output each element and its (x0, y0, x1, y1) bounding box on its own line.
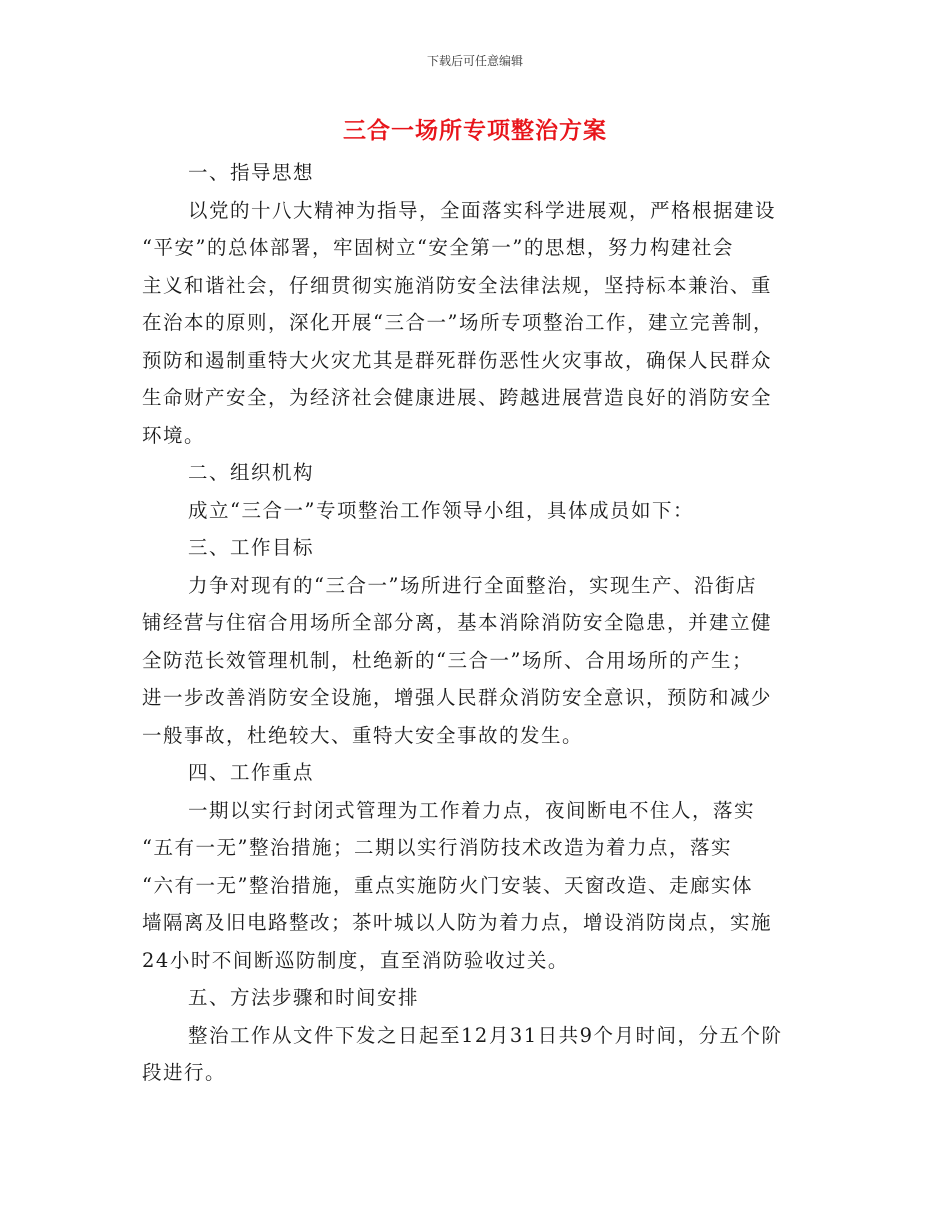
paragraph-line: 成立“三合一”专项整治工作领导小组，具体成员如下： (188, 498, 694, 522)
paragraph-line: 墙隔离及旧电路整改；茶叶城以人防为着力点，增设消防岗点，实施 (142, 911, 773, 934)
paragraph-line: 力争对现有的“三合一”场所进行全面整治，实现生产、沿街店 (188, 573, 757, 597)
paragraph-line: 生命财产安全，为经济社会健康进展、跨越进展营造良好的消防安全 (142, 386, 773, 409)
paragraph-line: 五、方法步骤和时间安排 (188, 986, 420, 1009)
paragraph-line: 三、工作目标 (188, 536, 315, 559)
paragraph-line: 在治本的原则，深化开展“三合一”场所专项整治工作，建立完善制， (142, 311, 774, 334)
paragraph-line: “五有一无”整治措施；二期以实行消防技术改造为着力点，落实 (142, 836, 732, 859)
paragraph-line: 铺经营与住宿合用场所全部分离，基本消除消防安全隐患，并建立健 (142, 611, 773, 634)
paragraph-line: 全防范长效管理机制，杜绝新的“三合一”场所、合用场所的产生； (142, 648, 753, 672)
paragraph-line: 段进行。 (142, 1061, 227, 1084)
paragraph-line: 一、指导思想 (188, 161, 315, 184)
paragraph-line: 预防和遏制重特大火灾尤其是群死群伤恶性火灾事故，确保人民群众 (142, 348, 773, 372)
page-header: 下载后可任意编辑 (426, 54, 523, 68)
paragraph-line: 四、工作重点 (188, 761, 315, 784)
paragraph-line: 一般事故，杜绝较大、重特大安全事故的发生。 (142, 723, 584, 747)
paragraph-line: 24小时不间断巡防制度，直至消防验收过关。 (142, 948, 569, 972)
paragraph-line: 环境。 (142, 423, 206, 447)
paragraph-line: 主义和谐社会，仔细贯彻实施消防安全法律法规，坚持标本兼治、重 (142, 273, 773, 297)
document-title: 三合一场所专项整治方案 (343, 117, 607, 144)
paragraph-line: 一期以实行封闭式管理为工作着力点，夜间断电不住人，落实 (188, 798, 756, 822)
document-body (142, 154, 812, 1092)
paragraph-line: “平安”的总体部署，牢固树立“安全第一”的思想，努力构建社会 (142, 236, 734, 259)
paragraph-line: 整治工作从文件下发之日起至12月31日共9个月时间，分五个阶 (188, 1023, 783, 1047)
paragraph-line: 以党的十八大精神为指导，全面落实科学进展观，严格根据建设 (188, 198, 777, 222)
paragraph-line: 二、组织机构 (188, 461, 315, 484)
paragraph-line: “六有一无”整治措施，重点实施防火门安装、天窗改造、走廊实体 (142, 873, 753, 897)
paragraph-line: 进一步改善消防安全设施，增强人民群众消防安全意识，预防和减少 (142, 686, 773, 709)
